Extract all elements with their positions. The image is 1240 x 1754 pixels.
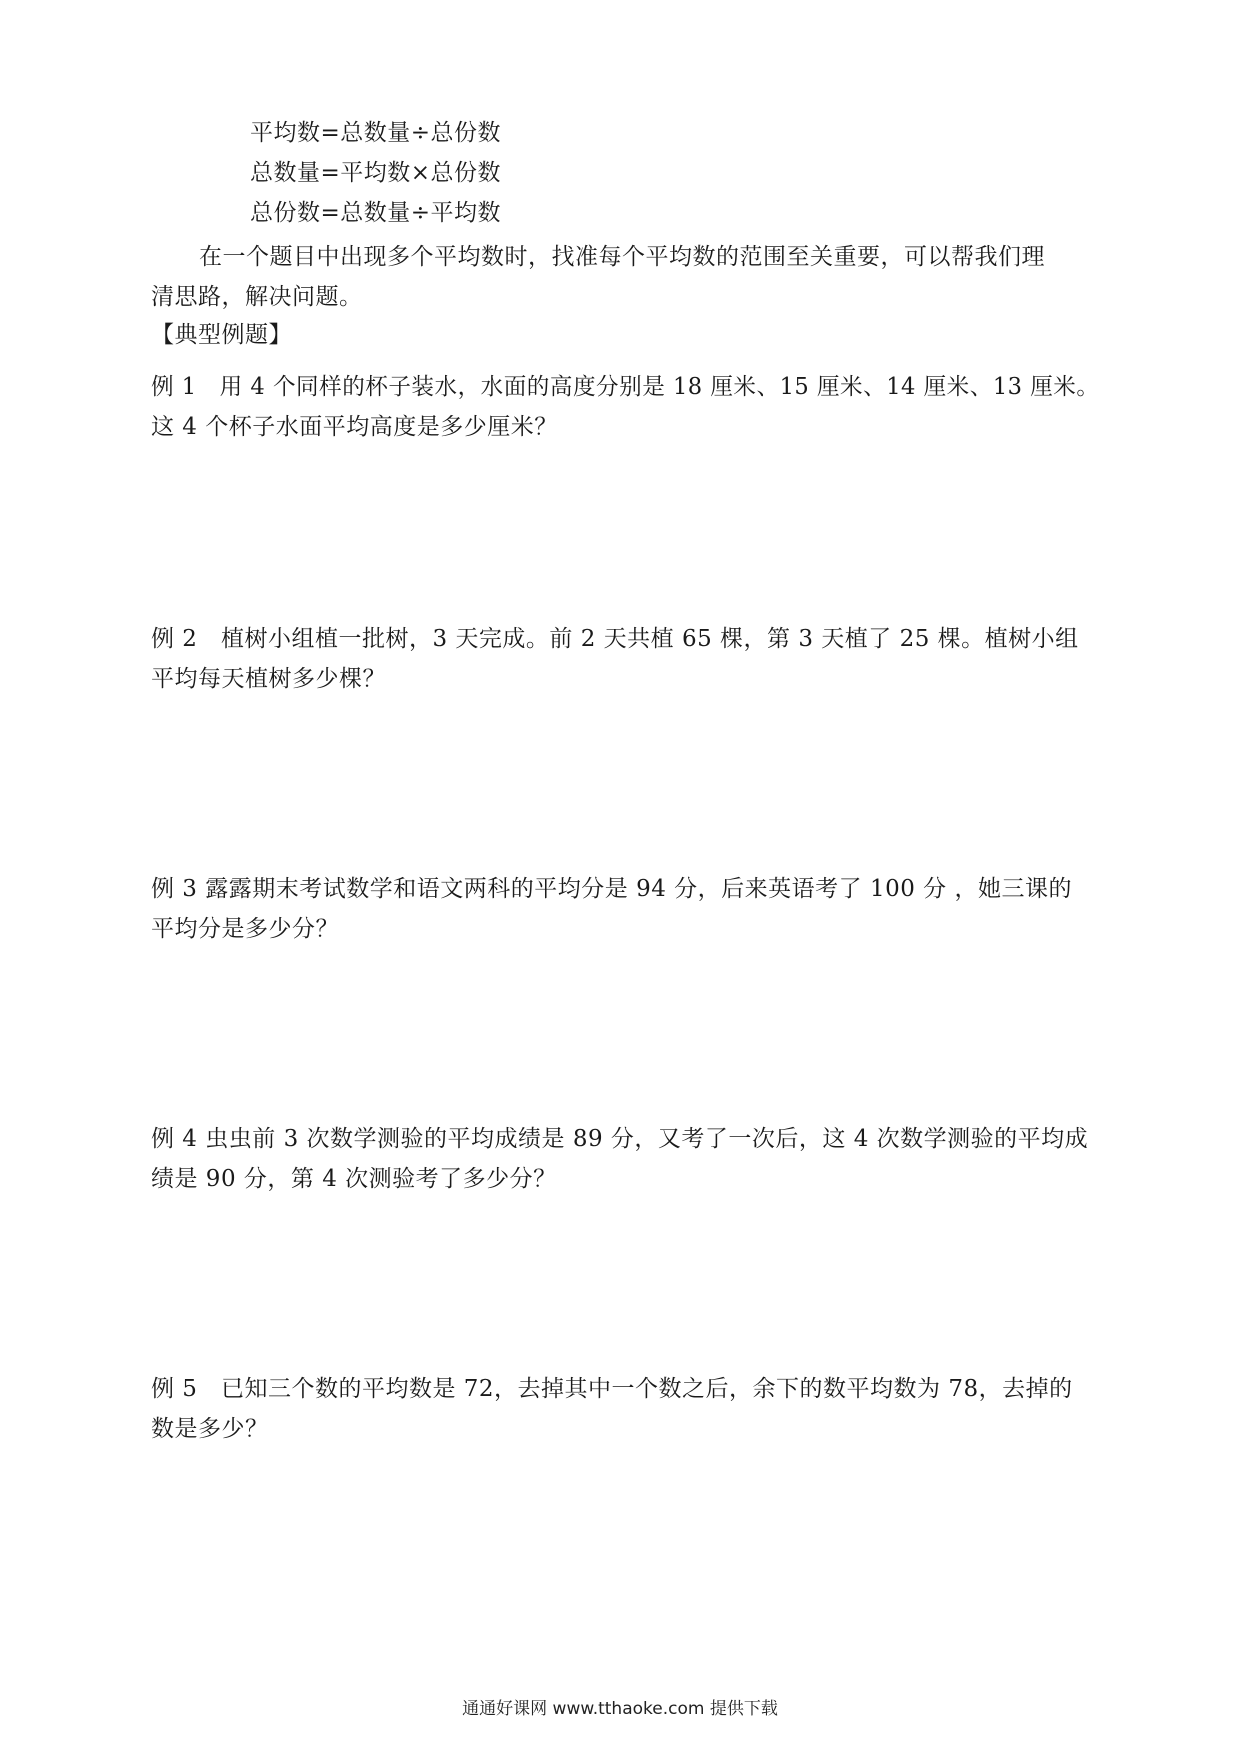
example-3-line-2: 平均分是多少分？: [151, 916, 339, 942]
example-4-line-1: 例 4 虫虫前 3 次数学测验的平均成绩是 89 分，又考了一次后，这 4 次数学测验的平均成: [151, 1126, 1089, 1152]
example-2-line-2: 平均每天植树多少棵？: [151, 666, 386, 692]
example-5-line-2: 数是多少？: [151, 1416, 269, 1442]
example-1-line-1: 例 1 用 4 个同样的杯子装水，水面的高度分别是 18 厘米、15 厘米、14 厘米、13 厘米。: [151, 374, 1100, 400]
example-4-line-2: 绩是 90 分，第 4 次测验考了多少分？: [151, 1166, 557, 1192]
example-2-line-1: 例 2 植树小组植一批树，3 天完成。前 2 天共植 65 棵，第 3 天植了 25 棵。植树小组: [151, 626, 1079, 652]
section-title: 【典型例题】: [151, 322, 292, 348]
example-5-line-1: 例 5 已知三个数的平均数是 72，去掉其中一个数之后，余下的数平均数为 78，去掉的: [151, 1376, 1073, 1402]
example-1-line-2: 这 4 个杯子水面平均高度是多少厘米？: [151, 414, 558, 440]
page-footer: 通通好课网 www.tthaoke.com 提供下载: [462, 1699, 778, 1719]
intro-line-1: 在一个题目中出现多个平均数时，找准每个平均数的范围至关重要，可以帮我们理: [199, 244, 1045, 270]
formula-total: 总数量=平均数×总份数: [250, 160, 502, 186]
formula-average: 平均数=总数量÷总份数: [250, 120, 502, 146]
intro-line-2: 清思路，解决问题。: [151, 284, 363, 310]
formula-count: 总份数=总数量÷平均数: [250, 200, 502, 226]
example-3-line-1: 例 3 露露期末考试数学和语文两科的平均分是 94 分，后来英语考了 100 分 ，她三课的: [151, 876, 1072, 902]
